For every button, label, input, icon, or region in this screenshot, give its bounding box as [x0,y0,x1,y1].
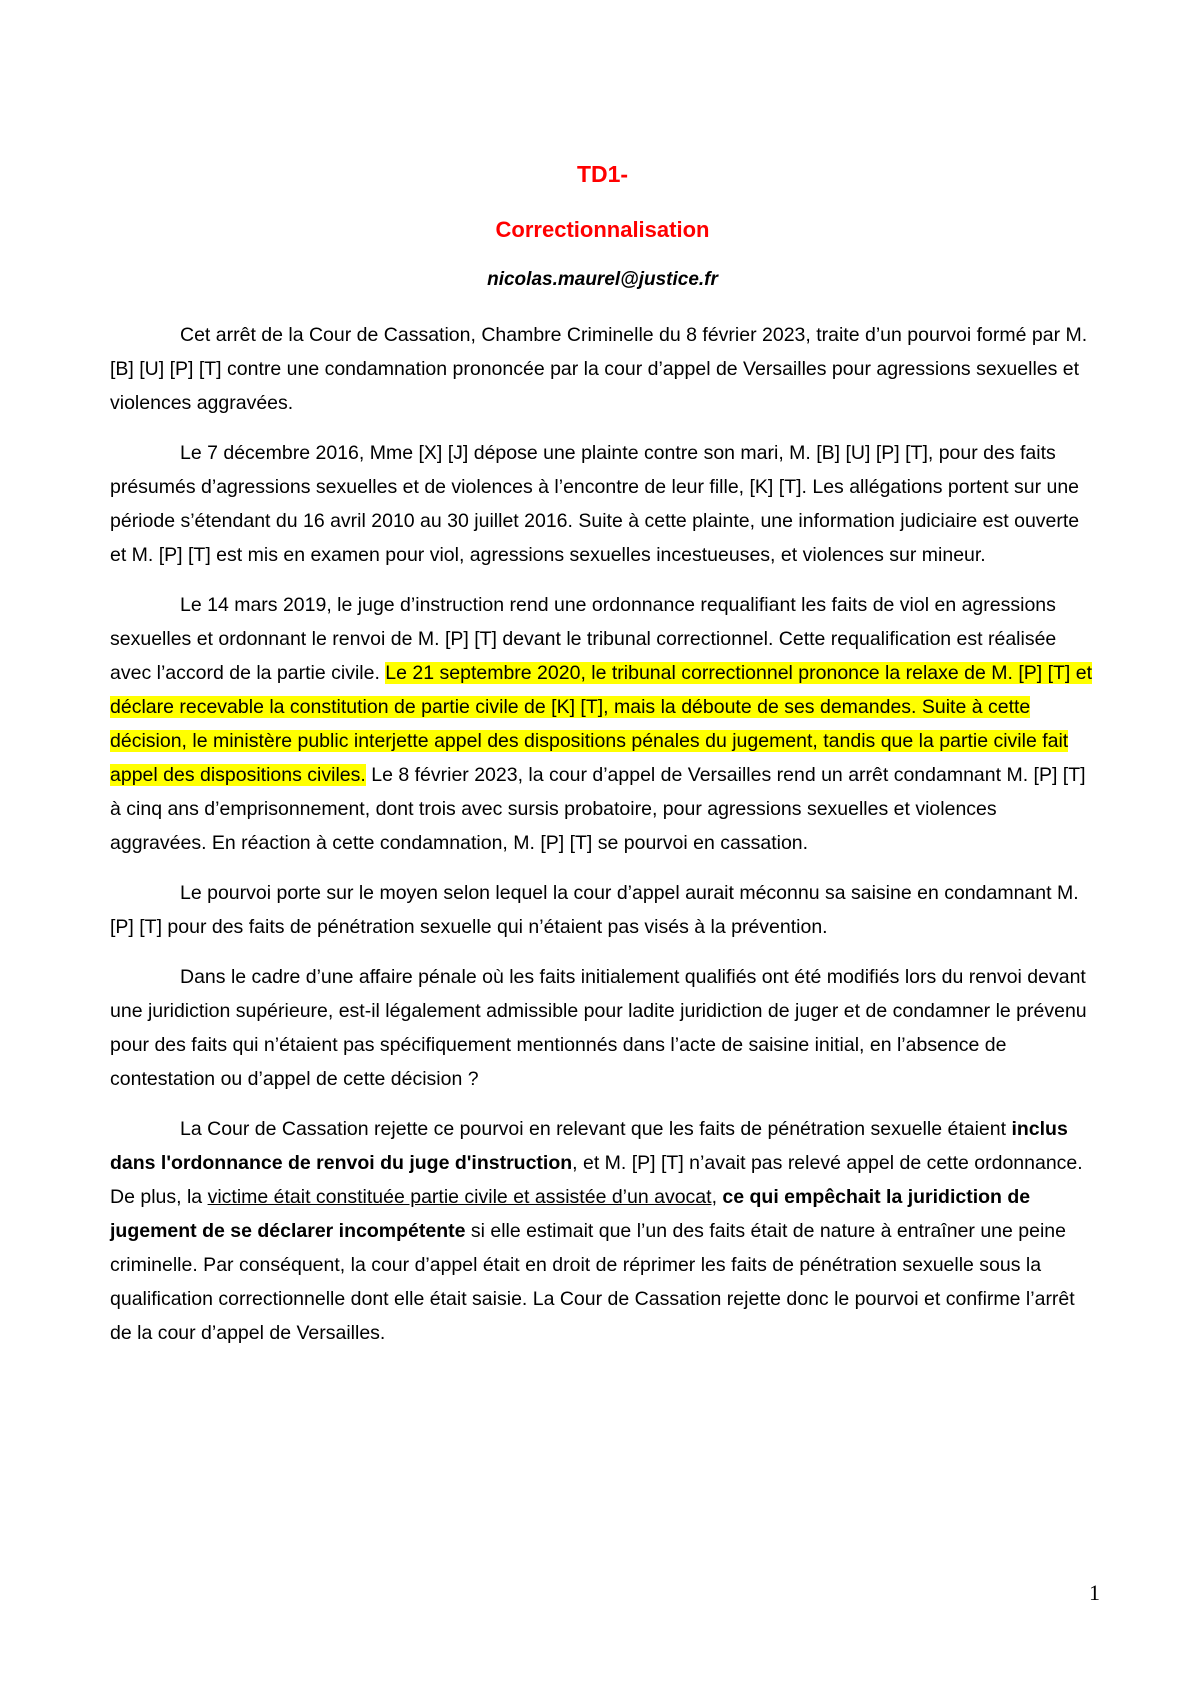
solution-text-1: La Cour de Cassation rejette ce pourvoi en relevant que les faits de pénétration sexuelle étaient [180,1118,1012,1140]
paragraph-facts: Le 7 décembre 2016, Mme [X] [J] dépose une plainte contre son mari, M. [B] [U] [P] [T], pour des faits présumés d’agressions sexuelles et de violences à l’encontre de leur fille, [K] [T]. Les allégations portent sur une période s’étendant du 16 avril 2010 au 30 juillet 2016. Suite à cette plainte, une information judiciaire est ouverte et M. [P] [T] est mis en examen pour viol, agressions sexuelles incestueuses, et violences sur mineur. [110,442,1080,566]
author-email: nicolas.maurel@justice.fr [487,269,718,290]
spacer [110,298,1095,318]
bold-text-ordonnance: inclus dans l'ordonnance de renvoi du juge d'instruction [110,1118,1068,1174]
solution-text-4: si elle estimait que l’un des faits était de nature à entraîner une peine criminelle. Par conséquent, la cour d’appel était en droit de réprimer les faits de pénétration sexuelle sous la qualification correctionnelle dont elle était saisie. La Cour de Cassation rejette donc le pourvoi et confirme l’arrêt de la cour d’appel de Versailles. [110,1220,1075,1344]
procedure-text-end: Le 8 février 2023, la cour d’appel de Versailles rend un arrêt condamnant M. [P] [T] à cinq ans d’emprisonnement, dont trois avec sursis probatoire, pour agressions sexuelles et violences aggravées. En réaction à cette condamnation, M. [P] [T] se pourvoi en cassation. [110,764,1086,854]
bold-text-incompetente: ce qui empêchait la juridiction de jugement de se déclarer incompétente [110,1186,1031,1242]
document-page [110,140,1095,1366]
highlighted-text: Le 21 septembre 2020, le tribunal correctionnel prononce la relaxe de M. [P] [T] et déclare recevable la constitution de partie civile de [K] [T], mais la déboute de ses demandes. Suite à cette décision, le ministère public interjette appel des dispositions pénales du jugement, tandis que la partie civile fait appel des dispositions civiles. [110,662,1093,786]
paragraph-intro: Cet arrêt de la Cour de Cassation, Chambre Criminelle du 8 février 2023, traite d’un pourvoi formé par M. [B] [U] [P] [T] contre une condamnation prononcée par la cour d’appel de Versailles pour agressions sexuelles et violences aggravées. [110,324,1088,414]
procedure-text-start: Le 14 mars 2019, le juge d’instruction rend une ordonnance requalifiant les faits de viol en agressions sexuelles et ordonnant le renvoi de M. [P] [T] devant le tribunal correctionnel. Cette requalification est réalisée avec l’accord de la partie civile. [110,594,1057,684]
paragraph-procedure [110,588,1095,860]
paragraph-claims: Le pourvoi porte sur le moyen selon lequel la cour d’appel aurait méconnu sa saisine en condamnant M. [P] [T] pour des faits de pénétration sexuelle qui n’étaient pas visés à la prévention. [110,882,1079,938]
page-number: 1 [1089,1580,1100,1605]
underlined-text-victime: victime était constituée partie civile et assistée d’un avocat, [207,1186,717,1208]
document-title: TD1- [576,161,629,187]
document-subtitle: Correctionnalisation [495,217,710,242]
paragraph-solution [110,1112,1095,1350]
solution-text-2: , et M. [P] [T] n’avait pas relevé appel de cette ordonnance. De plus, la [110,1152,1083,1208]
paragraph-legal-problem: Dans le cadre d’une affaire pénale où les faits initialement qualifiés ont été modifiés lors du renvoi devant une juridiction supérieure, est-il légalement admissible pour ladite juridiction de juger et de condamner le prévenu pour des faits qui n’étaient pas spécifiquement mentionnés dans l’acte de saisine initial, en l’absence de contestation ou d’appel de cette décision ? [110,966,1087,1090]
